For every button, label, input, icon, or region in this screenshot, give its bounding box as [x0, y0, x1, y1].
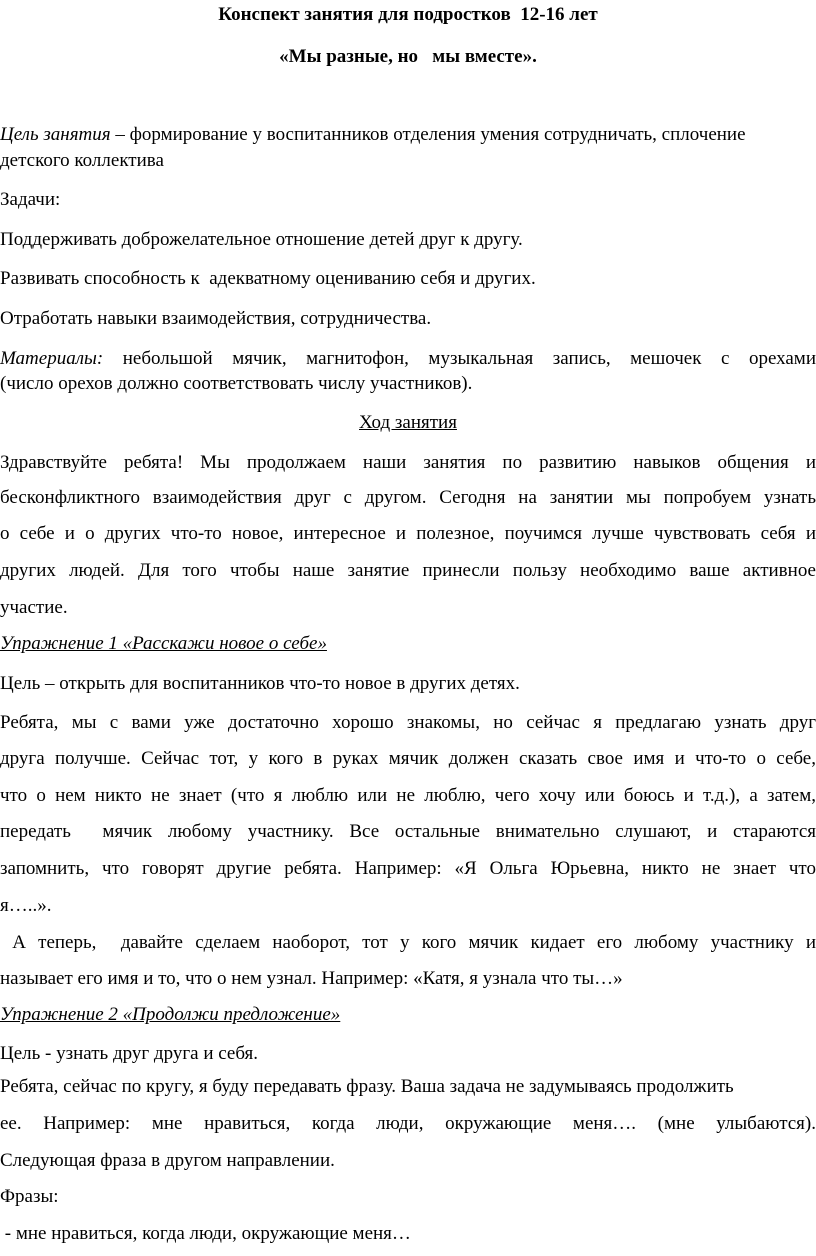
exercise-2-goal: Цель - узнать друг друга и себя. [0, 1043, 259, 1064]
goal-paragraph-line-2: детского коллектива [0, 150, 164, 171]
goal-text: – формирование у воспитанников отделения умения сотрудничать, сплочение [110, 124, 746, 145]
exercise-1-line: я…..». [0, 895, 52, 916]
goal-label: Цель занятия [0, 124, 111, 145]
goal-paragraph-line-1 [0, 124, 816, 146]
task-item: Отработать навыки взаимодействия, сотрудничества. [0, 308, 432, 329]
exercise-1-line: запомнить, что говорят другие ребята. Например: «Я Ольга Юрьевна, никто не знает что [0, 858, 816, 879]
tasks-label: Задачи: [0, 189, 61, 210]
exercise-1-line: называет его имя и то, что о нем узнал. Например: «Катя, я узнала что ты…» [0, 968, 623, 989]
task-item: Поддерживать доброжелательное отношение детей друг к другу. [0, 229, 523, 250]
materials-text: небольшой мячик, магнитофон, музыкальная запись, мешочек с орехами [103, 348, 816, 369]
exercise-1-title: Упражнение 1 «Расскажи новое о себе» [0, 633, 327, 654]
phrases-label: Фразы: [0, 1186, 59, 1207]
intro-line: других людей. Для того чтобы наше занятие принесли пользу необходимо ваше активное [0, 560, 816, 581]
intro-line: участие. [0, 597, 68, 618]
exercise-2-line: ее. Например: мне нравиться, когда люди, окружающие меня…. (мне улыбаются). [0, 1113, 816, 1134]
exercise-1-line: друга получше. Сейчас тот, у кого в руках мячик должен сказать свое имя и что-то о себе, [0, 748, 816, 769]
phrase-item: - мне нравиться, когда люди, окружающие меня… [0, 1223, 411, 1244]
exercise-1-line: что о нем никто не знает (что я люблю или не люблю, чего хочу или боюсь и т.д.), а затем, [0, 785, 816, 806]
intro-line: Здравствуйте ребята! Мы продолжаем наши занятия по развитию навыков общения и [0, 452, 816, 473]
materials-label: Материалы: [0, 348, 104, 369]
task-item: Развивать способность к адекватному оцениванию себя и других. [0, 268, 536, 289]
intro-line: бесконфликтного взаимодействия друг с другом. Сегодня на занятии мы попробуем узнать [0, 487, 816, 508]
materials-line-2: (число орехов должно соответствовать числу участников). [0, 373, 473, 394]
exercise-1-goal: Цель – открыть для воспитанников что-то новое в других детях. [0, 673, 520, 694]
exercise-2-line: Ребята, сейчас по кругу, я буду передавать фразу. Ваша задача не задумываясь продолжить [0, 1076, 734, 1097]
intro-line: о себе и о других что-то новое, интересное и полезное, поучимся лучше чувствовать себя и [0, 523, 816, 544]
exercise-1-line: передать мячик любому участнику. Все остальные внимательно слушают, и стараются [0, 821, 816, 842]
exercise-2-line: Следующая фраза в другом направлении. [0, 1150, 335, 1171]
title-line-1: Конспект занятия для подростков 12-16 лет [218, 4, 598, 25]
title-line-2: «Мы разные, но мы вместе». [279, 46, 537, 67]
exercise-1-line: Ребята, мы с вами уже достаточно хорошо знакомы, но сейчас я предлагаю узнать друг [0, 712, 816, 733]
exercise-1-line: А теперь, давайте сделаем наоборот, тот у кого мячик кидает его любому участнику и [0, 932, 816, 953]
materials-line-1 [0, 348, 816, 370]
exercise-2-title: Упражнение 2 «Продолжи предложение» [0, 1004, 341, 1025]
section-heading: Ход занятия [359, 412, 457, 433]
